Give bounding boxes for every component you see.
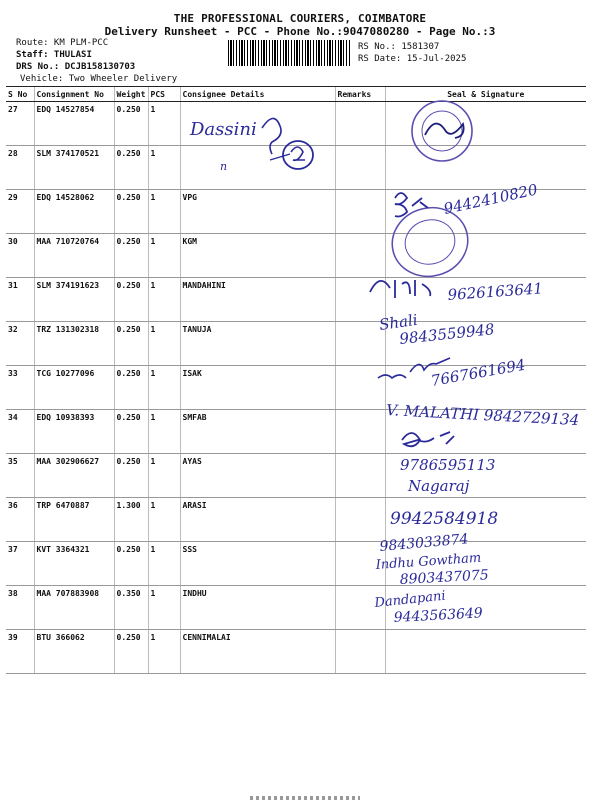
table-row: [6, 586, 586, 630]
cell-pcs: 1: [148, 410, 180, 454]
handwritten-phone: 9626163641: [447, 279, 544, 304]
cell-weight: 0.250: [114, 278, 148, 322]
cell-sno: 35: [6, 454, 34, 498]
cell-consignment: KVT 3364321: [34, 542, 114, 586]
table-row: [6, 410, 586, 454]
cell-weight: 0.350: [114, 586, 148, 630]
col-sno: S No: [6, 87, 34, 102]
cell-consignment: MAA 710720764: [34, 234, 114, 278]
col-weight: Weight: [114, 87, 148, 102]
cell-remarks: [335, 630, 385, 674]
cell-consignment: BTU 366062: [34, 630, 114, 674]
cell-consignment: MAA 707883908: [34, 586, 114, 630]
cell-pcs: 1: [148, 278, 180, 322]
cell-consignee: VPG: [180, 190, 335, 234]
cell-signature: [385, 586, 586, 630]
cell-consignment: TRP 6470887: [34, 498, 114, 542]
cell-weight: 0.250: [114, 410, 148, 454]
handwritten-name: Indhu Gowtham: [375, 550, 482, 573]
cell-consignment: SLM 374170521: [34, 146, 114, 190]
cell-consignee: INDHU: [180, 586, 335, 630]
cell-pcs: 1: [148, 586, 180, 630]
cell-sno: 38: [6, 586, 34, 630]
cell-pcs: 1: [148, 630, 180, 674]
table-row: [6, 190, 586, 234]
cell-pcs: 1: [148, 234, 180, 278]
footer-dotted-line: [250, 796, 360, 800]
cell-consignee: ISAK: [180, 366, 335, 410]
cell-remarks: [335, 586, 385, 630]
cell-signature: [385, 454, 586, 498]
cell-sno: 37: [6, 542, 34, 586]
cell-sno: 30: [6, 234, 34, 278]
cell-signature: [385, 630, 586, 674]
cell-sno: 33: [6, 366, 34, 410]
runsheet-subtitle: Delivery Runsheet - PCC - Phone No.:9047080280 - Page No.:3: [104, 25, 496, 38]
cell-signature: [385, 498, 586, 542]
cell-consignee: MANDAHINI: [180, 278, 335, 322]
route-label: Route: KM PLM-PCC: [16, 38, 109, 48]
cell-pcs: 1: [148, 542, 180, 586]
table-row: [6, 498, 586, 542]
cell-signature: [385, 322, 586, 366]
col-consignment: Consignment No: [34, 87, 114, 102]
cell-consignee: SSS: [180, 542, 335, 586]
handwritten-name-phone: V. MALATHI 9842729134: [385, 401, 580, 430]
table-row: [6, 366, 586, 410]
cell-pcs: 1: [148, 454, 180, 498]
cell-remarks: [335, 366, 385, 410]
cell-remarks: [335, 322, 385, 366]
cell-remarks: [335, 278, 385, 322]
cell-consignee: KGM: [180, 234, 335, 278]
drs-number: DRS No.: DCJB158130703: [16, 62, 136, 72]
cell-consignment: EDQ 14527854: [34, 102, 114, 146]
cell-weight: 0.250: [114, 190, 148, 234]
handwritten-phone: 9942584918: [390, 509, 499, 529]
handwritten-phone: 9442410820: [442, 180, 540, 218]
cell-consignee: [180, 102, 335, 146]
cell-sno: 36: [6, 498, 34, 542]
cell-sno: 28: [6, 146, 34, 190]
cell-consignment: EDQ 14528062: [34, 190, 114, 234]
handwritten-name: Shali: [378, 310, 419, 334]
delivery-table: [6, 86, 586, 674]
cell-pcs: 1: [148, 498, 180, 542]
cell-remarks: [335, 190, 385, 234]
cell-weight: 0.250: [114, 366, 148, 410]
table-header-row: [6, 87, 586, 102]
table-row: [6, 454, 586, 498]
vehicle-label: Vehicle: Two Wheeler Delivery: [20, 74, 178, 84]
rs-number: RS No.: 1581307: [358, 42, 440, 52]
cell-remarks: [335, 146, 385, 190]
cell-sno: 39: [6, 630, 34, 674]
cell-weight: 0.250: [114, 146, 148, 190]
cell-signature: [385, 278, 586, 322]
barcode-image: [228, 40, 350, 66]
cell-consignment: MAA 302906627: [34, 454, 114, 498]
col-consignee: Consignee Details: [180, 87, 335, 102]
table-row: [6, 542, 586, 586]
cell-consignment: EDQ 10938393: [34, 410, 114, 454]
cell-weight: 0.250: [114, 542, 148, 586]
cell-consignment: TRZ 131302318: [34, 322, 114, 366]
col-remarks: Remarks: [335, 87, 385, 102]
cell-remarks: [335, 102, 385, 146]
col-pcs: PCS: [148, 87, 180, 102]
cell-consignment: TCG 10277096: [34, 366, 114, 410]
cell-signature: [385, 234, 586, 278]
cell-consignee: AYAS: [180, 454, 335, 498]
cell-consignee: CENNIMALAI: [180, 630, 335, 674]
cell-sno: 27: [6, 102, 34, 146]
cell-signature: [385, 410, 586, 454]
handwritten-phone: 8903437075: [399, 567, 490, 588]
handwritten-name: Nagaraj: [408, 477, 470, 495]
handwritten-phone: 9843033874: [378, 531, 470, 555]
table-row: [6, 146, 586, 190]
cell-weight: 0.250: [114, 630, 148, 674]
cell-remarks: [335, 542, 385, 586]
handwritten-name: Dassini: [190, 119, 257, 140]
cell-weight: 0.250: [114, 234, 148, 278]
cell-pcs: 1: [148, 102, 180, 146]
col-signature: Seal & Signature: [385, 87, 586, 102]
handwritten-phone: 9843559948: [398, 320, 496, 348]
company-title: THE PROFESSIONAL COURIERS, COIMBATORE: [173, 12, 427, 25]
table-row: [6, 278, 586, 322]
cell-weight: 0.250: [114, 454, 148, 498]
cell-pcs: 1: [148, 322, 180, 366]
cell-signature: [385, 190, 586, 234]
cell-remarks: [335, 454, 385, 498]
cell-signature: [385, 146, 586, 190]
table-row: [6, 102, 586, 146]
cell-remarks: [335, 498, 385, 542]
cell-signature: [385, 542, 586, 586]
handwritten-phone: 7667661694: [429, 355, 527, 390]
cell-consignment: SLM 374191623: [34, 278, 114, 322]
cell-consignee: ARASI: [180, 498, 335, 542]
staff-label: Staff: THULASI: [16, 50, 92, 60]
rs-date: RS Date: 15-Jul-2025: [358, 54, 467, 64]
cell-sno: 29: [6, 190, 34, 234]
cell-pcs: 1: [148, 190, 180, 234]
cell-sno: 31: [6, 278, 34, 322]
cell-pcs: 1: [148, 366, 180, 410]
cell-remarks: [335, 234, 385, 278]
cell-sno: 32: [6, 322, 34, 366]
cell-consignee: [180, 146, 335, 190]
cell-weight: 1.300: [114, 498, 148, 542]
table-row: [6, 630, 586, 674]
table-row: [6, 234, 586, 278]
handwritten-name: Dandapani: [373, 588, 447, 611]
cell-sno: 34: [6, 410, 34, 454]
cell-signature: [385, 102, 586, 146]
cell-signature: [385, 366, 586, 410]
cell-weight: 0.250: [114, 102, 148, 146]
cell-consignee: SMFAB: [180, 410, 335, 454]
cell-remarks: [335, 410, 385, 454]
cell-weight: 0.250: [114, 322, 148, 366]
cell-consignee: TANUJA: [180, 322, 335, 366]
table-row: [6, 322, 586, 366]
cell-pcs: 1: [148, 146, 180, 190]
handwritten-phone: 9443563649: [393, 605, 484, 626]
handwritten-mark: n: [220, 160, 228, 173]
handwritten-phone: 9786595113: [400, 456, 496, 474]
